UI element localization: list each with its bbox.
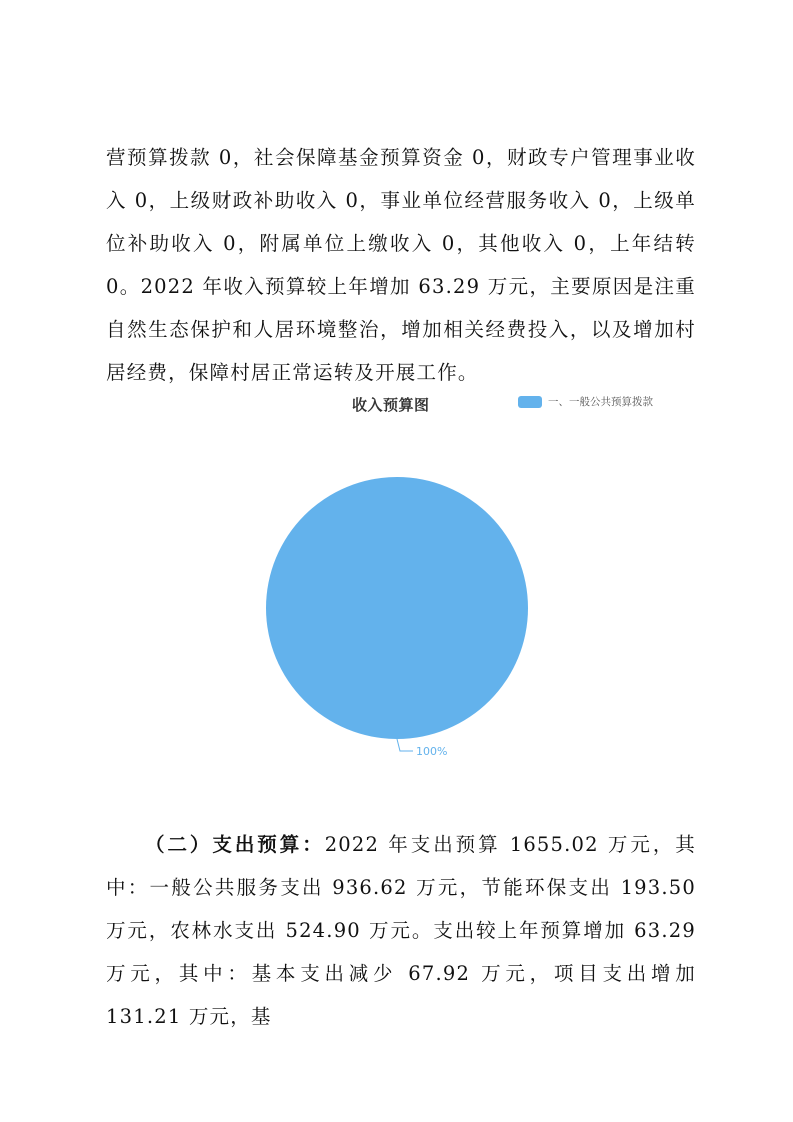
body-paragraph-top: 营预算拨款 0，社会保障基金预算资金 0，财政专户管理事业收入 0，上级财政补助收入 0，事业单位经营服务收入 0，上级单位补助收入 0，附属单位上缴收入 0，其他收入 0，上年结转 0。2022 年收入预算较上年增加 63.29 万元，主要原因是注重自然生态保护和人居环境整治，增加相关经费投入，以及增加村居经费，保障村居正常运转及开展工作。 [106,146,696,384]
data-label-line [397,739,413,751]
income-budget-pie-chart [250,382,700,777]
section-heading: （二）支出预算： [145,833,325,856]
body-paragraph-bottom [106,823,696,1038]
data-label: 100% [416,745,448,758]
legend-label: 一、一般公共预算拨款 [548,396,653,408]
expenditure-text: 2022 年支出预算 1655.02 万元，其中：一般公共服务支出 936.62 万元，节能环保支出 193.50 万元，农林水支出 524.90 万元。支出较上年预算增加 63.29 万元，其中：基本支出减少 67.92 万元，项目支出增加 131.21 万元，基 [106,833,696,1028]
pie-slice[interactable] [266,477,528,739]
pie-svg [250,382,700,777]
chart-title: 收入预算图 [352,396,430,414]
